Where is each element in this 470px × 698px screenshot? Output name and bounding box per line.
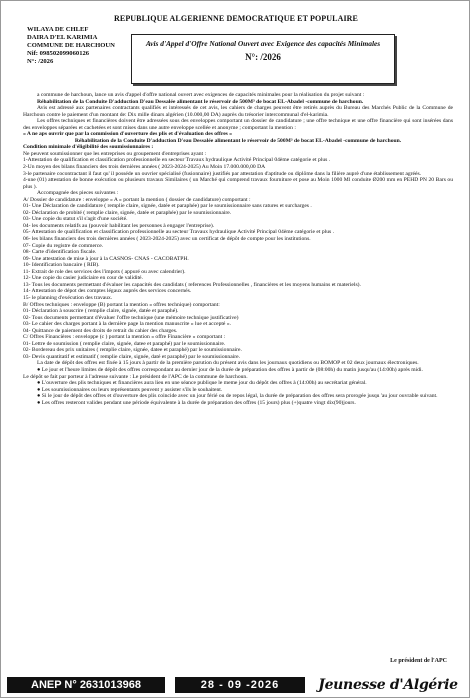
body-paragraph: B/ Offres techniques : enveloppe (B) portant la mention « offres technique) comportant: (23, 301, 220, 308)
republic-heading: REPUBLIQUE ALGERIENNE DEMOCRATIQUE ET POPULAIRE (114, 14, 358, 23)
body-paragraph: 4-une (01) attestation de bonne exécution ou plusieurs travaux Similaires ( un Marché qui comprend travaux fourniture et pose au Moin 1000 Ml conduite Ø200 mm en PEHD PN 20 Bars ou plus ). (23, 177, 453, 190)
body-paragraph: 3-le partenaire cocontractant il faut qu' il posséde un ouvrier spécialisé (fusionnaire) justifiés par attestation d'aptitude ou diplôme dans la filière auprè d'une établissement agréés. (23, 170, 422, 177)
body-paragraph: 01- Lettre de soumission ( remplie claire, signée, datee et paraphé) par le soumissionnaire. (23, 340, 226, 347)
body-paragraph: 07- Copie du registre de commerce. (23, 242, 104, 249)
body-paragraph: Avis est adressé aux partenaires contractants qualifiés et intéressés de cet avis, les cahiers de charges peuvent être retirés auprès du Bureau des Marchés Public de la Commune de Harchoun contre le paiement d'un montant de: Dix mille dinars algérien (10.000,00 DA) auprès du trésorier intercommunal d'el-karimia. (23, 105, 453, 118)
body-paragraph: Ne peuvent soumissionner que les entreprises ou groupement d'entreprises ayant : (23, 150, 207, 157)
body-paragraph: Accompagnée des pieces suivantes : (37, 190, 119, 197)
issuer-block (27, 26, 137, 66)
body-paragraph: 08- Carte d'identification fiscale. (23, 249, 97, 256)
body-paragraph: 12- Une copie du casier judiciaire en cour de validité. (23, 275, 143, 282)
body-paragraph: Les offres techniques et financières doivent être adressées sous des enveloppes comportant un dossier de candidature ; une offre technique et une offre financière qui sont insérées dans des enveloppes séparées et cachetées et sont mises dans une autre enveloppe scellée et anonyme ; comportant la mention : (23, 118, 453, 131)
body-paragraph: 06- les bilans financiers des trois dernières années ( 2023-2024-2025) avec un certificat de dépôt de compte pour les institutions. (23, 236, 311, 243)
body-paragraph: 01- Déclaration à souscrire ( remplie claire, signée, datée et paraphé). (23, 308, 179, 315)
body-paragraph: 10- Identification bancaire ( RIB). (23, 262, 100, 269)
body-paragraph: A/ Dossier de candidature : enveloppe « A » portant la mention ( dossier de candidature) comportant : (23, 196, 251, 203)
notice-body (23, 92, 453, 406)
body-paragraph: 04- les documents relatifs au (pouvoir habilitant les personnes à engager l'entreprise). (23, 222, 215, 229)
nif-line: Nif: 098502099060126 (27, 50, 90, 57)
body-paragraph: Réhabilitation de la Conduite D'adduction D'eau Dessalée alimentant le réservoir de 500M³ de bocat EL-Abadel -commune de harchoun. (74, 137, 402, 144)
body-paragraph: 01- Une Déclaration de candidature ( remplie claire, signée, datée et paraphée) par le soumissionnaire sans ratures et surcharges . (23, 203, 312, 210)
body-paragraph: ● L'ouverture des plis techniques et financières aura lieu en une séance publique le meme jour du dépôt des offres à (14:00h) au secrétariat général. (37, 380, 367, 387)
body-paragraph: 15- le planning d'exécution des travaux. (23, 294, 113, 301)
signature-line: Le président de l'APC (390, 658, 447, 664)
body-paragraph: 02- Tous documents permettant d'évaluer l'offre technique (une mémoire technique justificative) (23, 314, 239, 321)
publication-date: 28 - 09 -2026 (175, 677, 305, 693)
body-paragraph: « A ne aps ouvrir que par la commission d'ouverture des plis et d'évaluation des offres » (23, 131, 233, 138)
footer-bar (7, 675, 465, 695)
body-paragraph: 09- Une attestation de mise à jour à la CASNOS- CNAS - CACOBATPH. (23, 255, 189, 262)
body-paragraph: 04- Quittance de paiement des droits de retrait du cahier des charges. (23, 327, 178, 334)
body-paragraph: 05- Attestation de qualification et classification professionnelle au secteur Travaux hydraulique Activité Principal 04ème catégorie et plus . (23, 229, 334, 236)
body-paragraph: Le dépôt se fait par porteur à l'adresse suivante : Le président de l'APC de la commune de harchoun. (23, 373, 248, 380)
body-paragraph: ● Le jour et l'heure limites de dépôt des offres correspondant au dernier jour de la durée de préparation des offres à partir de (08:00h) du matin jusqu'au (14:00h) après midi. (37, 366, 423, 373)
body-paragraph: 2-Un moyen des bilans financiers des trois dernières années ( 2023-2024-2025) Au Moin 17.000.000,00 DA (23, 164, 266, 171)
body-paragraph: 1-Attestation de qualification et classification professionnelle en secteur Travaux hydraulique Activité Principal 04ème catégorie et plus . (23, 157, 331, 164)
body-paragraph: 03- Devis quantitatif et estimatif ( remplie claire, signée, daté et paraphé) par le soumissionnaire. (23, 353, 240, 360)
body-paragraph: 13- Tous les documents permettant d'évaluer les capacités des candidats ( references Professionnelles , financières et les moyens humains et materiels). (23, 281, 361, 288)
commune-line: COMMUNE DE HARCHOUN (27, 42, 115, 49)
notice-title-box (131, 34, 395, 84)
body-paragraph: ● Les soumissionnaires ou leurs représentants peuvent y assister s'ils le souhaitent. (37, 386, 223, 393)
body-paragraph: ● Les offres resteront valides pendant une période équivalente à la durée de préparation des offres (15 jours) plus (+)quatre vingt dix(90)jours. (37, 399, 356, 406)
body-paragraph: 02- Déclaration de probité ( remplie claire, signée, datée et paraphée) par le soumissionnaire. (23, 209, 232, 216)
body-paragraph: a commune de harchoun, lance un avis d'appel d'offre national ouvert avec exigences de capacités minimales pour la réalisation du projet suivant : (37, 92, 365, 98)
body-paragraph: Réhabilitation de la Conduite D'adduction D'eau Dessalée alimentant le réservoir de 500M³ de bocat EL-Abadel -commune de harchoun. (37, 98, 364, 105)
notice-title: Avis d'Appel d'Offre National Ouvert avec Exigence des capacités Minimales (145, 39, 381, 48)
wilaya-line: WILAYA DE CHLEF (27, 26, 89, 33)
body-paragraph: Condition minimale d'éligibilité des soumissionnaires : (23, 144, 154, 151)
journal-logo: Jeunesse d'Algérie (318, 677, 458, 693)
body-paragraph: 03- Une copie du statut s'il s'agit d'une société. (23, 216, 128, 223)
body-paragraph: 02- Bordereau des prix unitaires ( remplie claire, signée, datee et paraphé) par le soumissionnaire. (23, 347, 242, 354)
body-paragraph: 11- Extrait de role des services des l'impots ( appuré ou avec calendrier). (23, 268, 186, 275)
notice-number: N°: /2026 (245, 52, 281, 62)
body-paragraph: ● Si le jour de dépôt des offres et d'ouverture des plis coincide avec un jour férié ou de repos légal, la durée de préparation des offres sera prorogée jusqu 'au jour ouvrable suivant. (37, 393, 438, 400)
reference-number: N°: /2026 (27, 58, 54, 65)
body-paragraph: 03- Le cahier des charges portant à la dernière page la mention manuscrite « lue et accepté ». (23, 321, 232, 328)
anep-reference: ANEP N° 2631013968 (7, 677, 165, 693)
daira-line: DAIRA D'EL KARIMIA (27, 34, 98, 41)
body-paragraph: La date de dépôt des offres est fixée à 15 jours à partir de la première parution du présent avis dans les journaux quotidiens ou BOMOP et 02 deux journaux électroniques. (37, 360, 419, 367)
body-paragraph: C/ Offres Financières : enveloppe (c ) portant la mention « offre Financière » comportant : (23, 334, 226, 341)
body-paragraph: 14- Attestation de dépot des comptes légaux auprés des services concernés. (23, 288, 192, 295)
